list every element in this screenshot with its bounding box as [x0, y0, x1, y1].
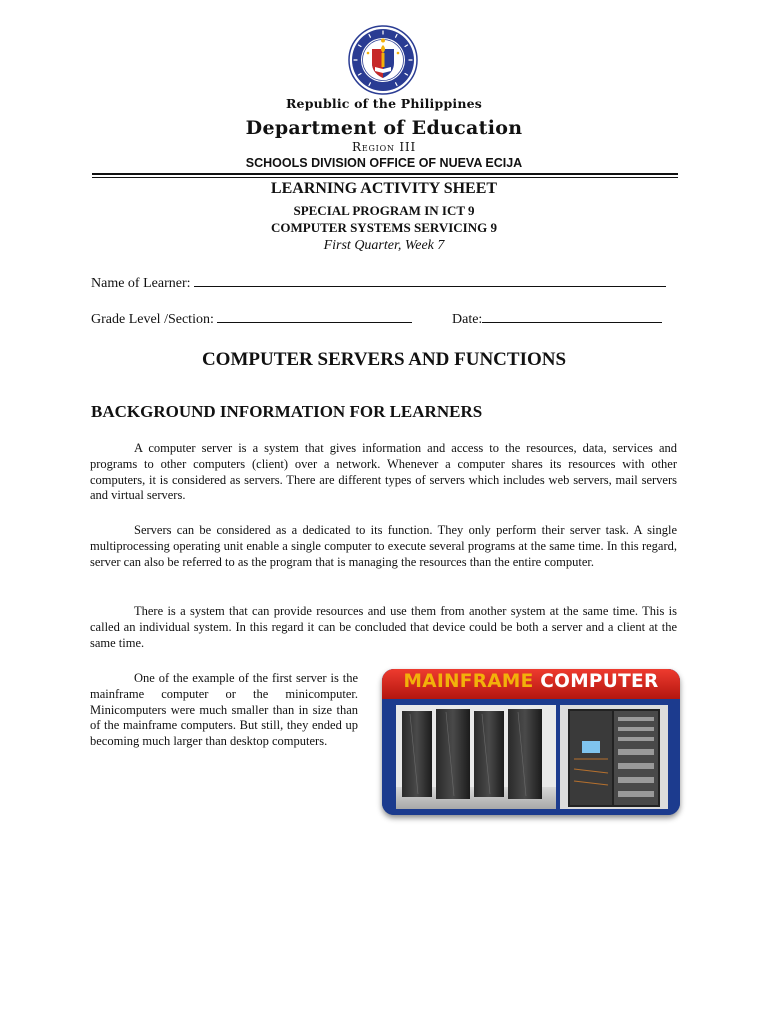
learner-name-field — [91, 273, 666, 292]
sheet-title: LEARNING ACTIVITY SHEET — [270, 180, 498, 197]
paragraph-2: Servers can be considered as a dedicated to its function. They only perform their server task. A single multiprocessing operating unit enable a single computer to execute several programs at the same time. In this regard, server can also be referred to as the program that is managing the resources than the entire computer. — [90, 523, 677, 569]
division-heading: SCHOOLS DIVISION OFFICE OF NUEVA ECIJA — [245, 156, 523, 170]
date-label: Date: — [452, 312, 483, 327]
learner-name-line[interactable] — [194, 273, 666, 287]
quarter-week: First Quarter, Week 7 — [323, 238, 445, 253]
header-divider-thin — [92, 177, 678, 178]
grade-section-field — [91, 309, 412, 328]
date-line[interactable] — [482, 309, 662, 323]
learner-name-label: Name of Learner: — [91, 276, 191, 291]
image-caption — [382, 671, 680, 692]
mainframe-computer-image — [382, 669, 680, 815]
grade-section-line[interactable] — [217, 309, 412, 323]
deped-seal-icon — [348, 25, 418, 95]
subject-name: COMPUTER SYSTEMS SERVICING 9 — [271, 220, 497, 235]
paragraph-3: There is a system that can provide resources and use them from another system at the same time. This is called an individual system. In this regard it can be concluded that device could be both a server and a client at the same time. — [90, 604, 677, 650]
header-divider-thick — [92, 173, 678, 175]
image-caption-word-2: COMPUTER — [540, 671, 659, 692]
date-field — [452, 309, 662, 328]
paragraph-1: A computer server is a system that gives information and access to the resources, data, services and programs to other computers (client) over a network. Whenever a computer shares its resources with other computers, it is considered as servers. There are different types of servers which includes web servers, mail servers and virtual servers. — [90, 441, 677, 503]
department-heading: Department of Education — [245, 117, 523, 139]
region-heading: Region III — [351, 140, 417, 154]
paragraph-4: One of the example of the first server is the mainframe computer or the minicomputer. Minicomputers were much smaller than in size than of the mainframe computers. But still, they ended up becoming much larger than desktop computers. — [90, 671, 358, 749]
grade-section-label: Grade Level /Section: — [91, 312, 214, 327]
program-name: SPECIAL PROGRAM IN ICT 9 — [293, 203, 475, 218]
image-caption-word-1: MAINFRAME — [403, 671, 534, 692]
republic-heading: Republic of the Philippines — [285, 96, 483, 111]
section-heading: BACKGROUND INFORMATION FOR LEARNERS — [91, 402, 483, 421]
lesson-title: COMPUTER SERVERS AND FUNCTIONS — [201, 349, 567, 370]
